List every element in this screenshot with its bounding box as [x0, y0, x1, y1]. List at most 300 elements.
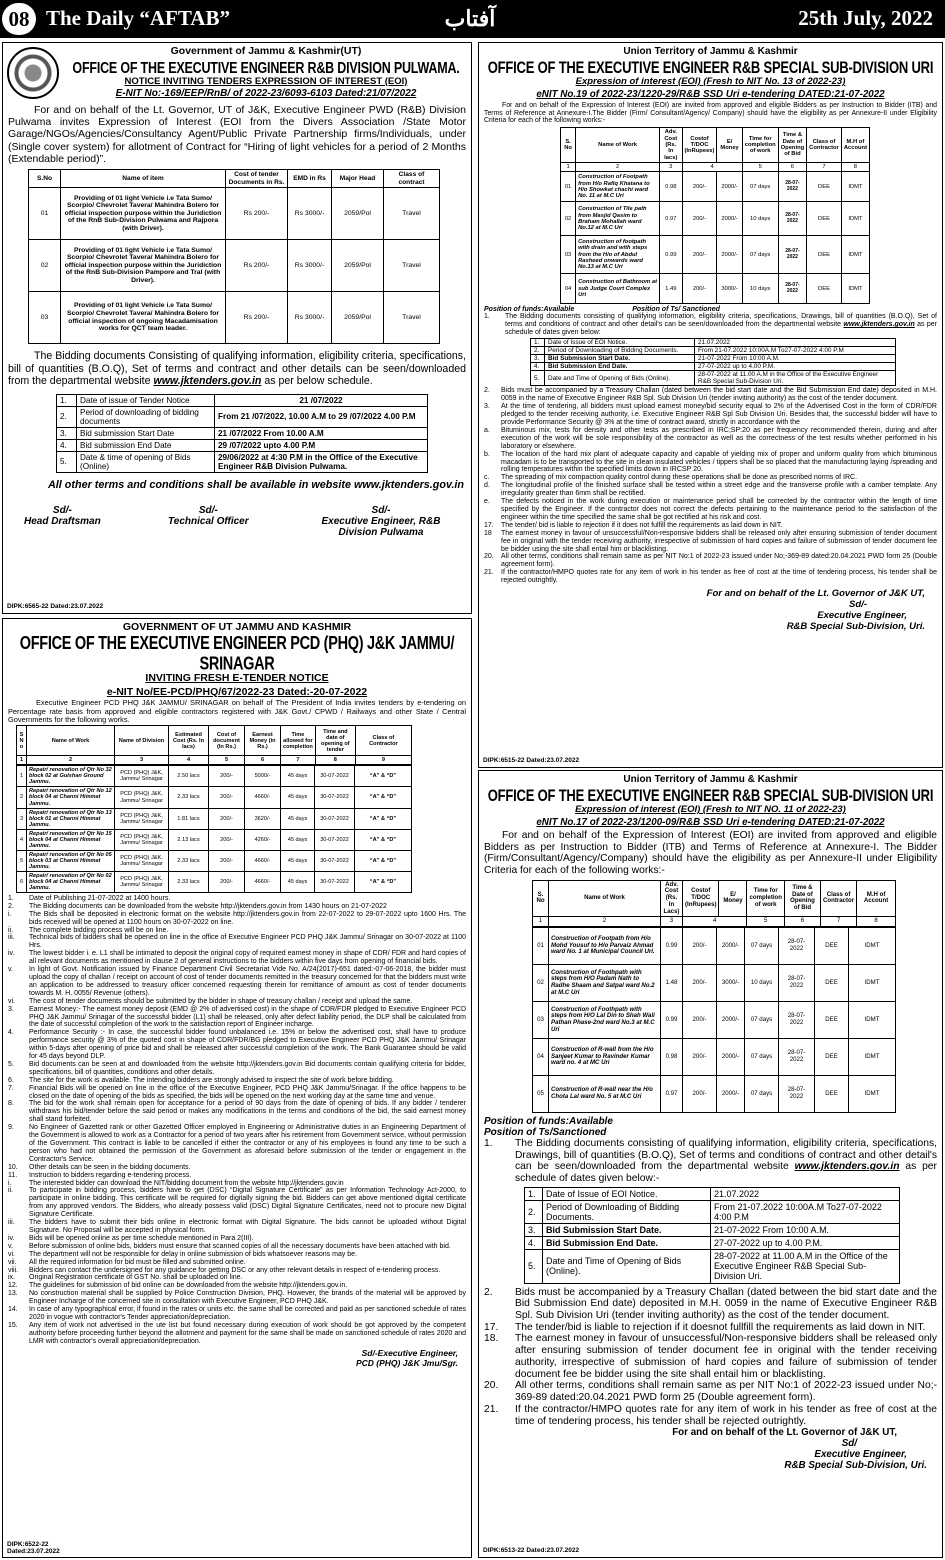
- cell: 200/-: [209, 829, 245, 850]
- cell: 1.: [57, 394, 77, 406]
- cell: 29/06/2022 at 4:30 P.M in the Office of the Executive Engineer R&B Division Pulwama.: [215, 451, 428, 472]
- cell: Repair/ renovation of Qtr No 12 block 04 at Channi Himmat Jammu.: [27, 787, 115, 808]
- cell: 28-07-2022: [778, 172, 807, 202]
- ad3-sig2: PCD (PHQ) J&K Jmu/Sgr.: [355, 1357, 458, 1368]
- ad3-th: Time and date of opening of tender: [315, 726, 355, 756]
- cell: 1: [17, 766, 27, 787]
- ad3-office: OFFICE OF THE EXECUTIVE ENGINEER PCD (PHQ) J&K JAMMU/ SRINAGAR: [19, 632, 455, 675]
- item-text: Bidders can contact the undersigned for any guidance for getting DSC or any other relevant details in respect of e-tendering process.: [29, 1266, 441, 1274]
- table-row: [17, 808, 412, 829]
- cell: 45 days: [281, 766, 315, 787]
- item-number: 11.: [8, 1171, 18, 1179]
- item-number: e.: [484, 498, 490, 506]
- ad3-sig1: Sd/-Executive Engineer,: [361, 1347, 458, 1358]
- table-row: [531, 339, 896, 347]
- cell: 29 /07/2022 upto 4.00 P.M: [215, 439, 428, 451]
- ad2-th: Class of Contractor: [807, 128, 842, 163]
- list-item: [484, 522, 937, 530]
- item-number: 18.: [484, 1333, 499, 1345]
- ad2-th: S. No: [561, 128, 576, 163]
- table-row: [531, 371, 896, 386]
- ad4-p1: [515, 1138, 937, 1185]
- table-row: [29, 240, 440, 292]
- cell: 0.97: [660, 202, 682, 236]
- cell: 45 days: [281, 871, 315, 892]
- cell: PCD (PHQ) J&K, Jammu/ Srinagar: [115, 787, 169, 808]
- list-item: [8, 1274, 466, 1282]
- signature: [24, 505, 101, 538]
- item-number: 20.: [484, 553, 494, 561]
- list-item: [8, 1235, 466, 1243]
- cell: PCD (PHQ) J&K, Jammu/ Srinagar: [115, 829, 169, 850]
- cell: 21-07-2022 From 10:00 A.M.: [695, 355, 896, 363]
- cell: Repair/ renovation of Qtr No 32 block 02 at Gulshan Ground Jammu.: [27, 766, 115, 787]
- item-number: 2.: [484, 1286, 493, 1298]
- item-number: vi.: [8, 1250, 15, 1258]
- cell: Date of issue of Tender Notice: [77, 394, 215, 406]
- table-row: [533, 1038, 896, 1075]
- cell: “A” & “D”: [355, 808, 412, 829]
- ad3-dipk: DIPK:6522-22: [7, 1541, 49, 1548]
- cell: 03: [29, 292, 61, 344]
- item-text: The defects noticed in the work during execution or maintenance period shall be corrected by the contractor within the length of time specified by the Engineer. If the contractor does not correct the defects pertaining to the maintenance period to the satisfaction of the engineer within the time specified the same shall be got rectified at his risk and cost.: [501, 498, 937, 521]
- cell: 3000/-: [717, 274, 742, 304]
- ad4-th: Class of Contractor: [820, 880, 856, 917]
- cell: 04: [561, 274, 576, 304]
- cell: Repair/ renovation of Qtr No 05 block 03 at Channi Himmat Jammu.: [27, 850, 115, 871]
- cell: DEE: [815, 1001, 849, 1038]
- table-row: [561, 274, 870, 304]
- cell: IDMT: [841, 202, 869, 236]
- ad4-table-rows: [484, 927, 937, 1113]
- ad4-funds: Position of funds:Available: [484, 1115, 613, 1127]
- cell: 200/-: [209, 871, 245, 892]
- website-link[interactable]: www.jktenders.gov.in: [153, 375, 262, 388]
- item-text: Bids must be accompanied by a Treasury Challan (dated between the bid start date and the Bid Submission End date) deposited in M.H. 0059 in the name of Executive Engineer R&B Spl. Sub Division Uri (tender inviting authority) as the cost of the tender document.: [515, 1286, 937, 1321]
- ad4-list: [484, 1287, 937, 1428]
- list-item: [8, 1061, 466, 1077]
- ad2-th: Costof T/DOC (InRupees): [682, 128, 717, 163]
- cell: Travel: [384, 188, 440, 240]
- cell: IDMT: [841, 274, 869, 304]
- cell: 200/-: [682, 172, 717, 202]
- cell: 0.99: [661, 927, 683, 964]
- list-item: [484, 498, 937, 522]
- item-number: 8.: [8, 1100, 14, 1108]
- item-text: Financial Bids will be opened on line in the office of the Executive Engineer, PCD PHQ J&K Jammu/Srinagar. If the office happens to be closed on the date of opening of the bids as specified, the bids will be opened on the next working day at the same time and venue.: [29, 1084, 466, 1100]
- cell: 4: [683, 917, 747, 927]
- item-text: Before submission of online bids, bidders must ensure that scanned copies of all the necessary documents have been attached with bid.: [29, 1242, 451, 1250]
- cell: 28-07-2022: [778, 202, 807, 236]
- cell: 2: [27, 756, 115, 765]
- item-text: The site for the work is available. The intending bidders are strongly advised to inspect the site of work before bidding.: [29, 1076, 394, 1084]
- item-text: Bid documents can be seen at and downloaded from the website http://jktenders.gov.in Bid documents contain qualifying criteria for bidder, specifications, bill of quantities, conditions and other details.: [29, 1060, 466, 1076]
- ad3-th: Earnest Money (in Rs.): [245, 726, 281, 756]
- cell: 200/-: [683, 964, 717, 1001]
- cell: DEE: [815, 964, 849, 1001]
- ad1-subtitle: NOTICE INVITING TENDERS EXPRESSION OF INTEREST (EOI): [124, 75, 408, 87]
- cell: 4: [169, 756, 209, 765]
- cell: 2: [17, 787, 27, 808]
- ad4-th: Time for completion of work: [747, 880, 785, 917]
- cell: 10 days: [742, 202, 778, 236]
- cell: Period of Downloading of Bidding Documents.: [543, 1200, 711, 1223]
- ad1-th: Class of contract: [384, 170, 440, 188]
- item-number: i.: [8, 1179, 12, 1187]
- ad2-enit: eNIT No.19 of 2022-23/1220-29/R&B SSD Uri e-tendering DATED:21-07-2022: [536, 88, 885, 100]
- table-row: [533, 1075, 896, 1112]
- ad3-th: Estimated Cost (Rs. In lacs): [169, 726, 209, 756]
- item-number: 2.: [484, 387, 490, 395]
- cell: 05: [533, 1075, 549, 1112]
- item-text: Bituminous mix, tests for density and other tests as prescribed in IRC;SP:20 as per frequency recommended therein, during and after execution of the work will be sole responsibility of the contractor as well as the correctness of the test results whether performed in his laboratory or elsewhere.: [501, 426, 937, 450]
- ad-uri-eoi-11: [478, 770, 943, 1558]
- government-seal-icon: [7, 47, 59, 99]
- list-item: [8, 1006, 466, 1030]
- ad4-eoi: Expression of interest (EOI) (Fresh to NIT NO. 11 of 2022-23): [575, 804, 846, 816]
- cell: 0.98: [660, 172, 682, 202]
- item-text: The earnest money in favour of unsuccessful/Non-responsive bidders shall be released only after ensuring submission of tender document fee in original with the tender receiving authority, irrespective of submission of hard copies and failure of submission of tender document fee be bidder using the site shall entail him or blacklisting.: [501, 529, 937, 553]
- cell: 03: [533, 1001, 549, 1038]
- table-row: [525, 1250, 900, 1283]
- item-text: The lowest bidder i. e. L1 shall be intimated to deposit the original copy of required earnest money in shape of CDR/ FDR and hard copies of all relevant documents as mentioned in clause 2 of general instructions to the bidders within five days from opening of financial bids.: [29, 950, 466, 966]
- cell: 2000/-: [717, 1075, 745, 1112]
- table-row: [525, 1237, 900, 1250]
- ad2-p1-text: The Bidding documents consisting of qualifying information, eligibility criteria, specifications, Drawings, bill of quantities (B.O.Q), Set of terms and conditions of contract and other detail's can be seen/downloaded from the departmental website: [505, 313, 937, 329]
- item-number: ix.: [8, 1274, 15, 1282]
- cell: IDMT: [849, 1001, 896, 1038]
- cell: 1: [17, 756, 27, 765]
- list-item: [8, 1172, 466, 1180]
- item-text: The spreading of mix compaction quality control during these operations shall be done as prescribed norms of IRC.: [501, 474, 858, 482]
- cell: Construction of Bathroom at sub Judge Court Complex Uri: [576, 274, 660, 304]
- cell: 3.: [525, 1224, 543, 1237]
- table-row: [17, 871, 412, 892]
- item-number: 21.: [484, 1403, 499, 1415]
- cell: 01: [29, 188, 61, 240]
- list-item: [8, 1187, 466, 1219]
- cell: 30-07-2022: [315, 787, 355, 808]
- cell: 10 days: [742, 274, 778, 304]
- cell: 3: [17, 808, 27, 829]
- ad3-list: [8, 895, 466, 1346]
- website-link[interactable]: www.jktenders.gov.in: [794, 1161, 900, 1173]
- cell: Period of Downloading of Bidding Documents.: [545, 347, 695, 355]
- ad3-subtitle: INVITING FRESH E-TENDER NOTICE: [145, 671, 329, 684]
- table-row: [57, 406, 428, 427]
- cell: 28-07-2022: [778, 274, 807, 304]
- cell: Rs 3000/-: [288, 240, 332, 292]
- cell: 2000/-: [717, 172, 742, 202]
- ad1-schedule: [56, 394, 428, 473]
- ad4-p1-end: as per schedule of dates given below:-: [515, 1161, 937, 1185]
- cell: 01: [533, 927, 549, 964]
- item-number: 10.: [8, 1163, 18, 1171]
- cell: 27-07-2022 up to 4.00 P.M.: [695, 363, 896, 371]
- list-item: [484, 427, 937, 451]
- ad3-intro: Executive Engineer PCD PHQ J&K JAMMU/ SRINAGAR on behalf of The President of India invites tenders by e-tendering on Percentage rate basis from approved and eligible contractors registered with J&K Govt./ CPWD / Railways and other State / Central Governments for the following works.: [8, 698, 466, 724]
- cell: 5.: [57, 451, 77, 472]
- ad2-th: M.H of Account: [841, 128, 869, 163]
- cell: 200/-: [683, 927, 717, 964]
- cell: 5: [209, 756, 245, 765]
- list-item: [8, 1085, 466, 1101]
- list-item: [8, 1243, 466, 1251]
- ad4-enit: eNIT No.17 of 2022-23/1200-09/R&B SSD Uri e-tendering DATED:21-07-2022: [536, 816, 885, 828]
- cell: “A” & “D”: [355, 871, 412, 892]
- ad3-table: [16, 725, 412, 765]
- item-number: 4.: [8, 1029, 14, 1037]
- cell: Bid submission Start Date: [77, 427, 215, 439]
- ad2-behalf: For and on behalf of the Lt. Governor of J&K UT,: [706, 588, 925, 600]
- item-number: ii.: [8, 1187, 14, 1195]
- cell: 1.49: [660, 274, 682, 304]
- list-item: [484, 1322, 937, 1334]
- list-item: [484, 451, 937, 475]
- list-item: [484, 1138, 937, 1185]
- list-item: [484, 553, 937, 569]
- table-row: [533, 964, 896, 1001]
- cell: Construction of Foothpath with steps from H/O Lal Din to Shah Wali Pathan Phase-2nd ward No.3 at M.C Uri: [549, 1001, 661, 1038]
- item-num: 1.: [484, 313, 490, 321]
- item-number: 1.: [8, 894, 14, 902]
- cell: 0.99: [660, 236, 682, 274]
- cell: 9: [355, 756, 411, 765]
- cell: Date of Issue of EOI Notice.: [545, 339, 695, 347]
- item-num: 1.: [484, 1137, 493, 1149]
- ad3-th: Cost of document (In Rs.): [209, 726, 245, 756]
- ad2-govt: Union Territory of Jammu & Kashmir: [623, 46, 798, 57]
- item-text: The tender/bid is liable to rejection if it doesnot fullfill the requirements as laid down in NIT.: [515, 1321, 926, 1333]
- ad1-bidding: [8, 350, 466, 388]
- item-number: 17.: [484, 521, 494, 529]
- list-item: [8, 1251, 466, 1259]
- list-item: [8, 1219, 466, 1235]
- cell: 5.: [531, 371, 545, 386]
- sig-sd: Sd/-: [52, 504, 72, 516]
- ad1-th: S.No: [29, 170, 61, 188]
- cell: 3: [660, 163, 682, 172]
- ad2-p1-end: as per schedule of dates given below:: [505, 321, 937, 337]
- cell: 21 /07/2022: [215, 394, 428, 406]
- item-text: The bidders have to submit their bids online in electronic format with Digital Signature. The bids cannot be uploaded without Digital Signature. No Proposal will be accepted in physical form.: [29, 1219, 466, 1234]
- item-text: The cost of tender documents should be submitted by the bidder in shape of treasury challan / receipt and upload the same.: [29, 997, 413, 1005]
- cell: 28-07-2022: [779, 1075, 815, 1112]
- cell: Bid Submission End Date.: [543, 1237, 711, 1250]
- list-item: [8, 1290, 466, 1306]
- cell: 1: [533, 917, 549, 927]
- cell: 30-07-2022: [315, 850, 355, 871]
- cell: Period of downloading of bidding documents: [77, 406, 215, 427]
- item-text: Technical bids of bidders shall be opened on line in the office of Executive Engineer PCD PHQ J&K Jammu/ Srinagar on 30-07-2022 at 1100 Hrs.: [29, 934, 466, 950]
- item-text: To participate in bidding process, bidders have to get (DSC) “Digital Signature Certificate” as per Information Technology Act-2000, to participate in online bidding. This certificate will be required for digitally signing the bid. Bidders can get above mentioned digital certificate from any approved vendors. The Bidders, who already possess valid (DSC) Digital Signature Certificates, need not to procure new Digital Signature Certificate.: [29, 1187, 466, 1219]
- ad4-th: M.H of Account: [857, 880, 896, 917]
- item-number: v.: [8, 966, 13, 974]
- cell: 28-07-2022: [778, 236, 807, 274]
- ad4-p1-text: The Bidding documents consisting of qualifying information, eligibility criteria, specifications, Drawings, bill of quantities (B.O.Q), Set of terms and conditions of contract and other detail's can be seen/downloaded from the departmental website: [515, 1137, 937, 1173]
- cell: 2.13 lacs: [169, 829, 209, 850]
- list-item: [8, 950, 466, 966]
- cell: 30-07-2022: [315, 871, 355, 892]
- newspaper-name: The Daily “AFTAB”: [46, 6, 230, 30]
- cell: 3000/-: [717, 964, 745, 1001]
- item-text: Any item of work not advertised in the ute list but found necessary during execution of work should be got approved by the competent authority before proceeding further beyond the allotment and payment for the same shall be made on sanctioned schedule of rates 2020 and LMR with contractor's overall appreciation/depreciation.: [29, 1321, 466, 1345]
- cell: PCD (PHQ) J&K, Jammu/ Srinagar: [115, 871, 169, 892]
- ad2-sig1: Executive Engineer,: [817, 610, 907, 622]
- ad3-table-rows: [8, 765, 466, 893]
- item-text: The complete bidding process will be on line.: [29, 926, 169, 934]
- cell: DEE: [815, 1038, 849, 1075]
- cell: 2.50 lacs: [169, 766, 209, 787]
- cell: 2059/Pol: [332, 188, 384, 240]
- table-row: [533, 927, 896, 964]
- cell: 30-07-2022: [315, 808, 355, 829]
- item-number: 6.: [8, 1076, 14, 1084]
- cell: From 21 /07/2022, 10.00 A.M to 29 /07/2022 4.00 P.M: [215, 406, 428, 427]
- table-row: [57, 451, 428, 472]
- table-row: [531, 363, 896, 371]
- item-text: In case of any typographical error, if found in the rates or units etc. the same shall be corrected and paid as per sanctioned schedule of rates 2020 in vogue with contractor's Tender appreciation/depreciation.: [29, 1306, 466, 1321]
- ad2-funds-text: Position of funds:Available: [484, 306, 575, 314]
- item-number: iv.: [8, 1234, 15, 1242]
- cell: Rs 200/-: [226, 292, 288, 344]
- cell: IDMT: [849, 1075, 896, 1112]
- cell: 200/-: [209, 787, 245, 808]
- list-item: [8, 1077, 466, 1085]
- item-number: 13.: [8, 1290, 18, 1298]
- item-number: a.: [484, 426, 490, 434]
- item-number: 9.: [8, 1124, 14, 1132]
- cell: Providing of 01 light Vehicle i.e Tata Sumo/ Scorpio/ Chevrolet Tavera/ Mahindra Bolero for official inspection purpose within the Juridiction of the RnB Sub-Division Pampore and Tral (with Driver).: [61, 240, 226, 292]
- cell: Bid Submission Start Date.: [545, 355, 695, 363]
- item-number: iv.: [8, 950, 15, 958]
- item-text: If the contractor/HMPO quotes rate for any item of work in his tender as free of cost at the time of tendering process, his tender shall be rejected outrightly.: [501, 569, 937, 585]
- ad2-ts-text: Position of Ts/ Sanctioned: [632, 306, 720, 314]
- ad1-office: OFFICE OF THE EXECUTIVE ENGINEER R&B DIVISION PULWAMA.: [72, 59, 460, 77]
- sig-title: Head Draftsman: [24, 515, 101, 527]
- cell: IDMT: [849, 927, 896, 964]
- ad3-govt: GOVERNMENT OF UT JAMMU AND KASHMIR: [122, 621, 352, 633]
- cell: 3.: [531, 355, 545, 363]
- cell: 4660/-: [245, 787, 281, 808]
- ad3-dated: Dated:23.07.2022: [7, 1548, 60, 1555]
- cell: Construction of Tile path from Masjid Qasim to Braham Mohallah ward No.12 at M.C Uri: [576, 202, 660, 236]
- cell: From 21-07.2022 10:00A.M To27-07-2022 4:00 P.M: [711, 1200, 900, 1223]
- sig-sd: Sd/-: [371, 504, 391, 516]
- cell: 8: [841, 163, 869, 172]
- website-link[interactable]: www.jktenders.gov.in: [843, 321, 915, 329]
- cell: 28-07-2022: [779, 964, 815, 1001]
- ad4-th: Costof T/DOC (InRupees): [683, 880, 719, 917]
- cell: 200/-: [209, 850, 245, 871]
- ad2-th: Time & Date of Opening of Bid: [778, 128, 807, 163]
- cell: 28-07-2022 at 11.00 A.M in the Office of the Executive Engineer R&B Special Sub-Division Uri.: [711, 1250, 900, 1283]
- item-text: In light of Govt. Notification issued by Finance Department Civil Secretariat Vide No. A/24(2017)-651 dated:-07-06-2018, the bidder must upload the copy of challan / receipt on account of cost of tender documents remitted in the treasury concerned for that the bidders must write an application to be addressed to treasury officer concerned requesting therein for remittance of amount as cost of tender documents towards M. H. 0055/ Revenue (others).: [29, 966, 466, 997]
- cell: Rs 3000/-: [288, 188, 332, 240]
- cell: 200/-: [683, 1038, 717, 1075]
- ad4-intro: For and on behalf of the Expression of Interest (EOI) are invited from approved and eligible Bidders as per Instruction to Bidder (ITB) and Terms of Reference at Annexure-I. The Bidder (Firm/Consultant/Agency/Company) should have the eligibility as per Annexure-II under Eligibility Criteria for each of the following works:-: [484, 829, 937, 876]
- item-number: 7.: [8, 1084, 14, 1092]
- cell: Construction of R-wall near the H/o Chota Lal ward No. 5 at M.C Uri: [549, 1075, 661, 1112]
- ad4-th: Name of Work: [549, 880, 661, 917]
- ad3-th: Class of Contractor: [355, 726, 411, 756]
- cell: 04: [533, 1038, 549, 1075]
- list-item: [8, 1164, 466, 1172]
- item-number: i.: [8, 910, 12, 918]
- cell: 28-07-2022: [779, 1001, 815, 1038]
- item-text: No Engineer of Gazetted rank or other Gazetted Officer employed in Engineering or Administrative duties in an Engineering Department of the Government is allowed to work as a Contractor for a period of two years after his retirement from Government service, without permission of the Government. This contract is liable to be cancelled if either the contractor or any of his employees is found any time to be such a person who had not obtained the permission of the Government as aforesaid before submission of the tender or engagement in the Contractor's Service.: [29, 1124, 466, 1163]
- cell: PCD (PHQ) J&K, Jammu/ Srinagar: [115, 808, 169, 829]
- cell: 02: [29, 240, 61, 292]
- cell: 2059/Pol: [332, 292, 384, 344]
- cell: 28-07-2022: [779, 927, 815, 964]
- item-text: Bids will be opened online as per time schedule mentioned in Para 2(III).: [29, 1234, 254, 1242]
- item-text: No construction material shall be supplied by Police Construction Division, PHQ. However, the brands of the material will be approved by Engineer Incharge of the concerned site in consultation with Executive Engineer, PCD PHQ J&K.: [29, 1290, 466, 1306]
- table-row: [17, 787, 412, 808]
- cell: Repair/ renovation of Qtr No 13 block 01 at Channi Himmat Jammu.: [27, 808, 115, 829]
- item-number: d.: [484, 482, 490, 490]
- item-number: 21.: [484, 569, 494, 577]
- table-row: [29, 188, 440, 240]
- table-row: [17, 829, 412, 850]
- cell: Repair/ renovation of Qtr No 02 block 04 at Channi Himmat Jammu.: [27, 871, 115, 892]
- sig-title: Executive Engineer, R&B Division Pulwama: [321, 515, 441, 538]
- cell: 21-07-2022 From 10:00 A.M.: [711, 1224, 900, 1237]
- cell: 07 days: [745, 1001, 779, 1038]
- item-text: Performance Security :- In case, the successful bidder found unbalanced i.e. 15% or below the advertised cost, shall have to produce performance security @ 3% of the quoted cost in shape of CDR/FDR/BG pledged to Executive Engineer PCD PHQ J&K Jammu/ Srinagar within 5-days after opening of price bid and shall be released after successful completion of the work. The Bank Guarantee should be valid for 45 days beyond DLP.: [29, 1029, 466, 1061]
- cell: 7: [281, 756, 316, 765]
- list-item: [484, 403, 937, 427]
- ad4-sig2: R&B Special Sub-Division, Uri.: [784, 1460, 927, 1472]
- item-text: The Bids shall be deposited in electronic format on the website http://jktenders.gov.in from 22-07-2022 to 29-07-2022 upto 1600 Hrs. The bids received will be opened at 1100 hours on 30-07-2022 on line.: [29, 910, 466, 926]
- cell: 2: [549, 917, 661, 927]
- cell: Construction of footpath with drain and with steps from the H/o of Abdul Rasheed onwards ward No.13 at M.C Uri: [576, 236, 660, 274]
- cell: 28-07-2022: [779, 1038, 815, 1075]
- item-number: 17.: [484, 1321, 499, 1333]
- ad4-sig1: Executive Engineer,: [814, 1449, 907, 1461]
- cell: 6: [784, 917, 820, 927]
- ad1-signatures: [8, 505, 466, 538]
- cell: 1.81 lacs: [169, 808, 209, 829]
- cell: 21 /07/2022 From 10.00 A.M: [215, 427, 428, 439]
- item-number: 15.: [8, 1321, 18, 1329]
- table-row: [57, 427, 428, 439]
- ad4-th: E/ Money: [719, 880, 747, 917]
- cell: 45 days: [281, 850, 315, 871]
- ad1-th: Major Head: [332, 170, 384, 188]
- item-text: If the contractor/HMPO quotes rate for any item of work in his tender as free of cost at the time of tendering process, his tender shall be rejected outrightly.: [515, 1403, 937, 1427]
- ad3-th: S N o: [17, 726, 27, 756]
- list-item: [8, 911, 466, 927]
- cell: 1.48: [661, 964, 683, 1001]
- item-number: 14.: [8, 1306, 18, 1314]
- cell: 200/-: [683, 1075, 717, 1112]
- cell: 2: [576, 163, 660, 172]
- item-text: The Bidding documents can be downloaded from the website http://jktenders.gov.in from 1430 hours on 21-07-2022: [29, 902, 387, 910]
- ad4-govt: Union Territory of Jammu & Kashmir: [623, 774, 798, 785]
- cell: 8: [857, 917, 896, 927]
- page-number: 08: [2, 3, 36, 35]
- ad3-th: Time allowed for completion: [281, 726, 316, 756]
- cell: PCD (PHQ) J&K, Jammu/ Srinagar: [115, 850, 169, 871]
- cell: 4.: [531, 363, 545, 371]
- item-number: viii.: [8, 1266, 19, 1274]
- item-number: b.: [484, 450, 490, 458]
- item-text: Date of Publishing 21-07-2022 at 1400 hours.: [29, 894, 171, 902]
- item-number: 5.: [8, 1060, 14, 1068]
- item-number: v.: [8, 1242, 13, 1250]
- item-text: Original Registration certificate of GST No. shall be uploaded on line.: [29, 1274, 243, 1282]
